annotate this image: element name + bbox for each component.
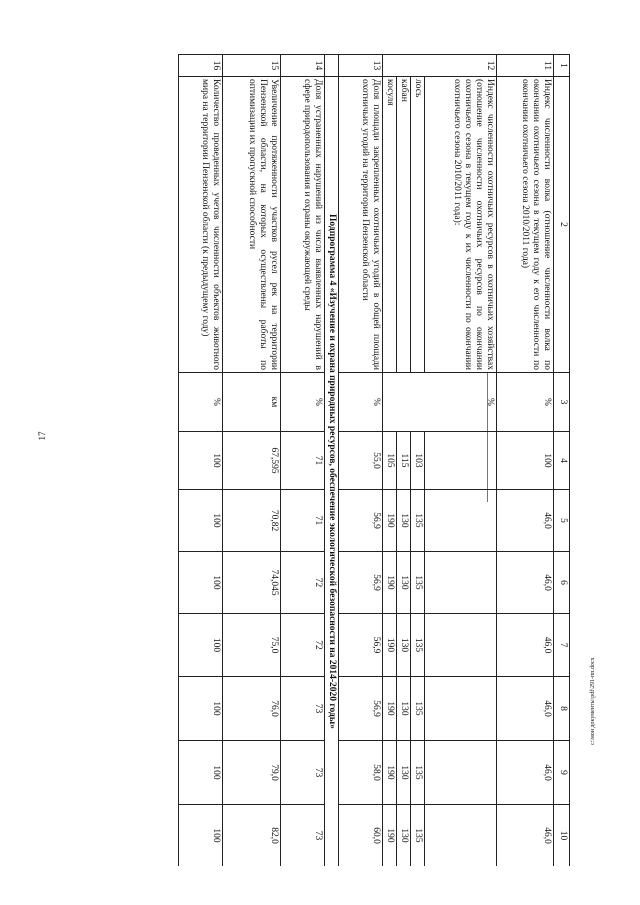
value-cell: 70,82 bbox=[223, 490, 281, 552]
rotated-table-area bbox=[38, 54, 570, 866]
value-cell: 100 bbox=[179, 552, 223, 614]
value-cell: 55,0 bbox=[339, 432, 383, 490]
table-wrapper bbox=[38, 54, 570, 866]
header-cell: 1 bbox=[554, 55, 570, 77]
value-cell: 190 bbox=[383, 552, 397, 614]
value-cell: 56,9 bbox=[339, 677, 383, 741]
value-cell: 82,0 bbox=[223, 805, 281, 867]
unit-cell: км bbox=[223, 373, 281, 432]
table-row bbox=[339, 55, 383, 867]
value-cell: 46,0 bbox=[497, 552, 554, 614]
empty-cell bbox=[425, 490, 497, 552]
indicator-subname: лось bbox=[411, 77, 425, 373]
header-row bbox=[554, 55, 570, 867]
value-cell: 73 bbox=[281, 805, 325, 867]
indicator-name: Увеличение протяженности участков русел рек на территории Пензенской области, на которых осуществлены работы по оптимизации их пропускной способности bbox=[223, 77, 281, 373]
value-cell: 71 bbox=[281, 490, 325, 552]
row-number: 12 bbox=[425, 55, 497, 77]
row-number: 15 bbox=[223, 55, 281, 77]
empty-cell bbox=[425, 677, 497, 741]
header-cell: 8 bbox=[554, 677, 570, 741]
table-row bbox=[425, 55, 497, 867]
header-cell: 4 bbox=[554, 432, 570, 490]
table-row bbox=[383, 55, 397, 867]
value-cell: 56,9 bbox=[339, 490, 383, 552]
empty-cell bbox=[425, 741, 497, 805]
value-cell: 100 bbox=[179, 677, 223, 741]
empty-cell bbox=[411, 55, 425, 77]
value-cell: 135 bbox=[411, 741, 425, 805]
value-cell: 72 bbox=[281, 614, 325, 677]
value-cell: 130 bbox=[397, 490, 411, 552]
value-cell: 46,0 bbox=[497, 741, 554, 805]
row-number: 13 bbox=[339, 55, 383, 77]
unit-cell: % bbox=[425, 373, 497, 432]
indicator-name: Количество проведенных учетов численности объектов животного мира на территории Пензенской области (к предыдущему году) bbox=[179, 77, 223, 373]
empty-cell bbox=[425, 805, 497, 867]
row-number: 14 bbox=[281, 55, 325, 77]
value-cell: 100 bbox=[179, 432, 223, 490]
value-cell: 135 bbox=[411, 552, 425, 614]
footer-file-path: c:\мои документы\pdf\291-пп.docx bbox=[590, 657, 596, 745]
value-cell: 79,0 bbox=[223, 741, 281, 805]
value-cell: 100 bbox=[179, 805, 223, 867]
value-cell: 130 bbox=[397, 552, 411, 614]
value-cell: 46,0 bbox=[497, 805, 554, 867]
header-cell: 9 bbox=[554, 741, 570, 805]
subprogram-title: Подпрограмма 4 «Изучение и охрана природных ресурсов, обеспечение экологической безопасности на 2014-2020 годы» bbox=[325, 77, 339, 867]
row-number: 11 bbox=[497, 55, 554, 77]
value-cell: 105 bbox=[383, 432, 397, 490]
value-cell: 135 bbox=[411, 805, 425, 867]
header-cell: 6 bbox=[554, 552, 570, 614]
value-cell: 190 bbox=[383, 490, 397, 552]
value-cell: 135 bbox=[411, 677, 425, 741]
empty-cell bbox=[425, 614, 497, 677]
empty-cell bbox=[397, 373, 411, 432]
value-cell: 56,9 bbox=[339, 552, 383, 614]
value-cell: 100 bbox=[179, 490, 223, 552]
empty-cell bbox=[411, 373, 425, 432]
value-cell: 60,0 bbox=[339, 805, 383, 867]
header-cell: 5 bbox=[554, 490, 570, 552]
value-cell: 135 bbox=[411, 614, 425, 677]
indicator-name: Индекс численности волка (отношение численности волка по окончании охотничьего сезона в текущем году к его численности по окончании охотничьего сезона 2010/2011 года) bbox=[497, 77, 554, 373]
value-cell: 190 bbox=[383, 677, 397, 741]
indicator-name: Индекс численности охотничьих ресурсов в охотничьих хозяйствах (отношение численности охотничьих ресурсов по окончании охотничьего сезона в текущем году к их численности по окончании охотничьего сезона 2010/2011 года): bbox=[425, 77, 497, 373]
table-row bbox=[397, 55, 411, 867]
value-cell: 72 bbox=[281, 552, 325, 614]
empty-cell bbox=[425, 432, 497, 490]
unit-cell: % bbox=[339, 373, 383, 432]
value-cell: 103 bbox=[411, 432, 425, 490]
unit-cell: % bbox=[179, 373, 223, 432]
header-cell: 2 bbox=[554, 77, 570, 373]
value-cell: 130 bbox=[397, 614, 411, 677]
header-cell: 10 bbox=[554, 805, 570, 867]
page-number: 17 bbox=[37, 431, 47, 441]
subprogram-row bbox=[325, 55, 339, 867]
value-cell: 73 bbox=[281, 741, 325, 805]
value-cell: 74,045 bbox=[223, 552, 281, 614]
value-cell: 75,0 bbox=[223, 614, 281, 677]
value-cell: 76,0 bbox=[223, 677, 281, 741]
indicator-subname: кабан bbox=[397, 77, 411, 373]
empty-cell bbox=[383, 55, 397, 77]
value-cell: 46,0 bbox=[497, 614, 554, 677]
indicators-table bbox=[178, 54, 570, 866]
value-cell: 100 bbox=[497, 432, 554, 490]
table-row bbox=[179, 55, 223, 867]
table-row bbox=[223, 55, 281, 867]
unit-cell: % bbox=[281, 373, 325, 432]
row-number: 16 bbox=[179, 55, 223, 77]
table-row bbox=[411, 55, 425, 867]
indicator-name: Доля площади закрепленных охотничьих угодий в общей площади охотничьих угодий на территории Пензенской области bbox=[339, 77, 383, 373]
value-cell: 190 bbox=[383, 805, 397, 867]
table-row bbox=[281, 55, 325, 867]
empty-cell bbox=[425, 552, 497, 614]
value-cell: 130 bbox=[397, 805, 411, 867]
value-cell: 135 bbox=[411, 490, 425, 552]
value-cell: 73 bbox=[281, 677, 325, 741]
empty-cell bbox=[325, 55, 339, 77]
empty-cell bbox=[397, 55, 411, 77]
value-cell: 130 bbox=[397, 677, 411, 741]
value-cell: 46,0 bbox=[497, 677, 554, 741]
value-cell: 58,0 bbox=[339, 741, 383, 805]
value-cell: 100 bbox=[179, 741, 223, 805]
empty-cell bbox=[383, 373, 397, 432]
value-cell: 130 bbox=[397, 741, 411, 805]
header-cell: 3 bbox=[554, 373, 570, 432]
value-cell: 67,595 bbox=[223, 432, 281, 490]
value-cell: 100 bbox=[179, 614, 223, 677]
table-row bbox=[497, 55, 554, 867]
value-cell: 71 bbox=[281, 432, 325, 490]
value-cell: 115 bbox=[397, 432, 411, 490]
value-cell: 190 bbox=[383, 741, 397, 805]
value-cell: 46,0 bbox=[497, 490, 554, 552]
indicator-name: Доля устраненных нарушений из числа выявленных нарушений в сфере природопользования и охраны окружающей среды bbox=[281, 77, 325, 373]
header-cell: 7 bbox=[554, 614, 570, 677]
value-cell: 56,9 bbox=[339, 614, 383, 677]
indicator-subname: косуля bbox=[383, 77, 397, 373]
value-cell: 190 bbox=[383, 614, 397, 677]
unit-cell: % bbox=[497, 373, 554, 432]
